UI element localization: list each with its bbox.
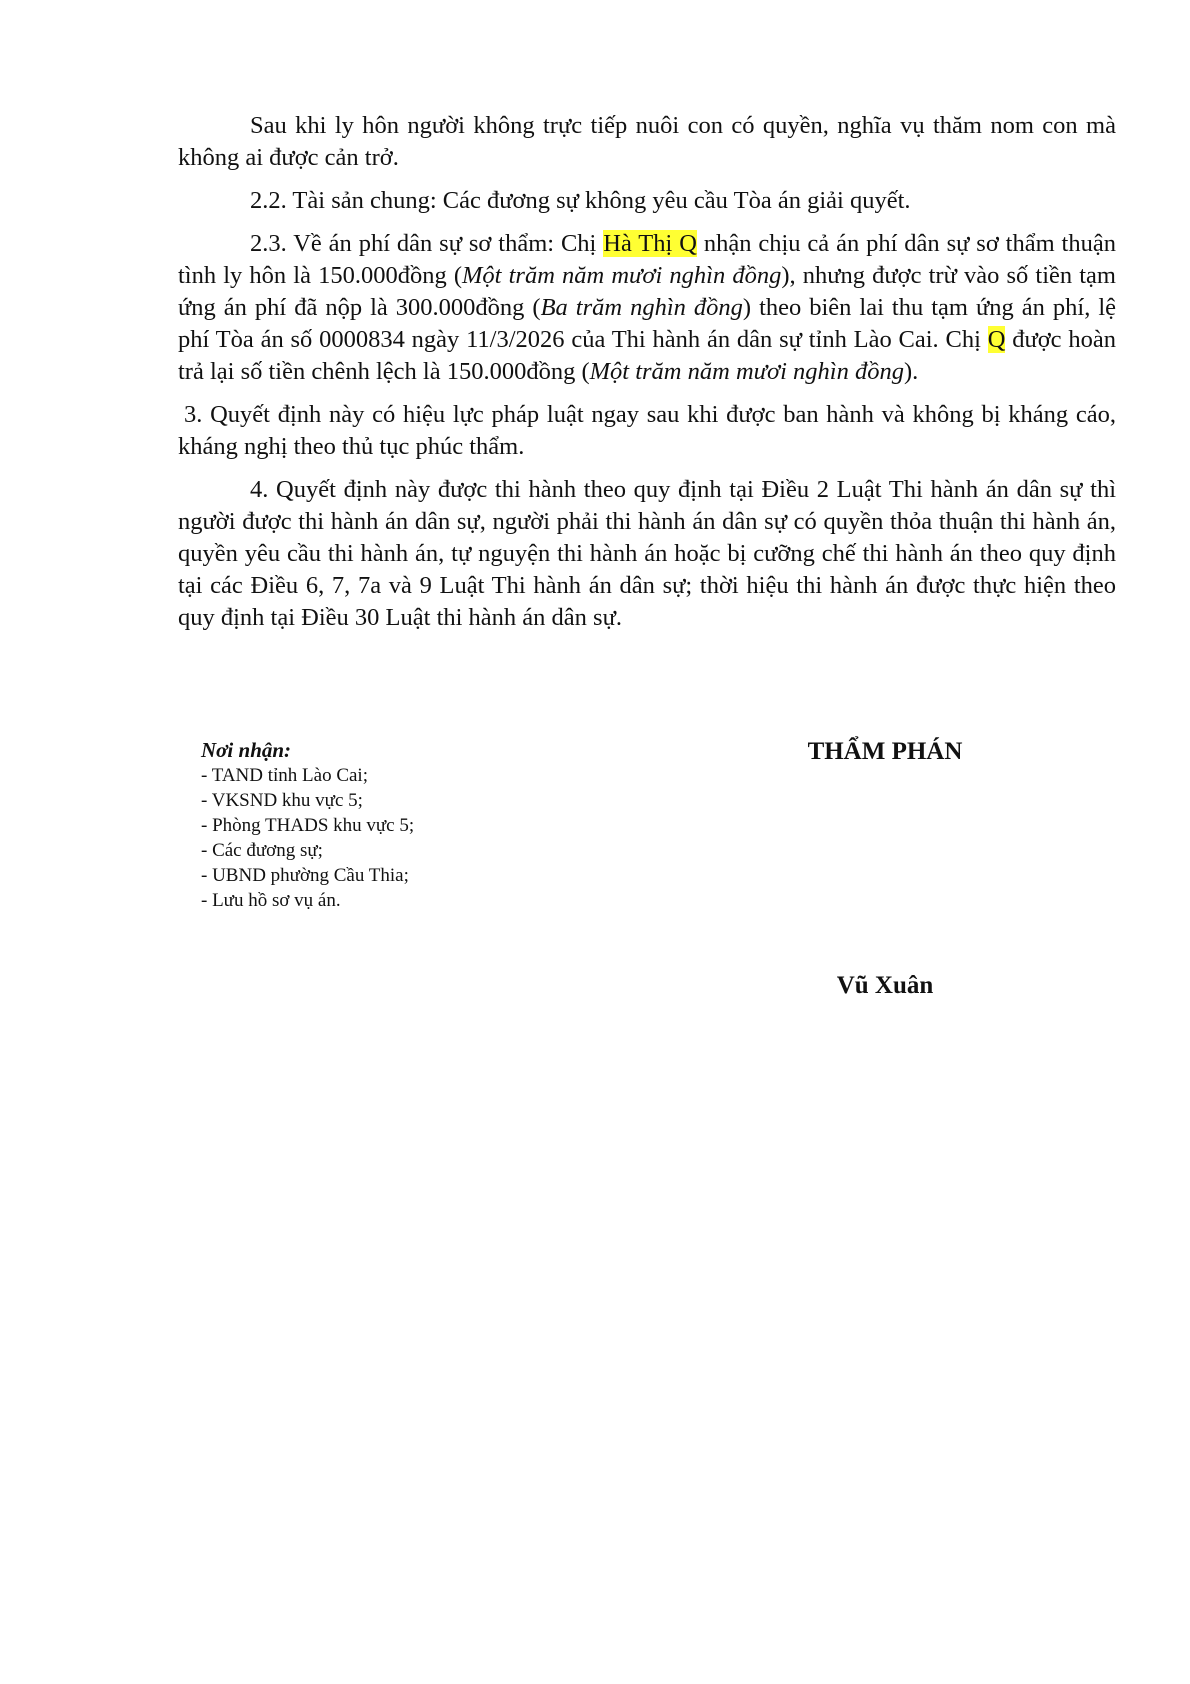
fee-text: ) theo biên lai thu tạm ứng án phí, lệ phí Tòa án số 0000834 ngày 11/3/2026 của Thi hành án dân sự tỉnh Lào Cai. Chị — [178, 294, 1116, 353]
recipient-item: - Lưu hồ sơ vụ án. — [201, 890, 341, 911]
fee-text: được hoàn trả lại số tiền chênh lệch là 150.000đồng ( — [178, 326, 1116, 385]
amount-in-words: Ba trăm nghìn đồng — [540, 294, 743, 321]
recipient-item: - VKSND khu vực 5; — [201, 790, 363, 811]
highlighted-party-initial: Q — [987, 326, 1006, 353]
fee-text: ), nhưng được trừ vào số tiền tạm ứng án phí đã nộp là 300.000đồng ( — [178, 262, 1116, 321]
recipient-item: - UBND phường Cầu Thia; — [201, 865, 409, 886]
paragraph-enforcement: 4. Quyết định này được thi hành theo quy định tại Điều 2 Luật Thi hành án dân sự thì người được thi hành án dân sự, người phải thi hành án dân sự có quyền thỏa thuận thi hành án, quyền yêu cầu thi hành án, tự nguyện thi hành án hoặc bị cưỡng chế thi hành án theo quy định tại các Điều 6, 7, 7a và 9 Luật Thi hành án dân sự; thời hiệu thi hành án được thực hiện theo quy định tại Điều 30 Luật thi hành án dân sự. — [178, 476, 1116, 631]
recipients-list — [201, 763, 531, 913]
recipients-block — [201, 738, 531, 913]
fee-text: nhận chịu cả án phí dân sự sơ thẩm thuận tình ly hôn là 150.000đồng ( — [178, 230, 1116, 289]
amount-in-words: Một trăm năm mươi nghìn đồng — [589, 358, 904, 385]
judge-name: Vũ Xuân — [836, 972, 934, 999]
paragraph-legal-effect: 3. Quyết định này có hiệu lực pháp luật ngay sau khi được ban hành và không bị kháng cáo, kháng nghị theo thủ tục phúc thẩm. — [178, 401, 1116, 460]
paragraph-court-fee — [178, 228, 1116, 388]
fee-text: ). — [903, 358, 919, 385]
recipient-item: - Các đương sự; — [201, 840, 323, 861]
recipient-item: - TAND tỉnh Lào Cai; — [201, 765, 368, 786]
fee-text: 2.3. Về án phí dân sự sơ thẩm: Chị — [250, 230, 604, 257]
paragraph-visitation: Sau khi ly hôn người không trực tiếp nuôi con có quyền, nghĩa vụ thăm nom con mà không ai được cản trở. — [178, 112, 1116, 171]
recipient-item: - Phòng THADS khu vực 5; — [201, 815, 415, 836]
judge-title: THẨM PHÁN — [807, 738, 963, 765]
paragraph-common-property: 2.2. Tài sản chung: Các đương sự không yêu cầu Tòa án giải quyết. — [250, 187, 911, 214]
highlighted-party-name: Hà Thị Q — [603, 230, 697, 257]
amount-in-words: Một trăm năm mươi nghìn đồng — [462, 262, 782, 289]
recipients-heading: Nơi nhận: — [201, 738, 292, 762]
document-body — [178, 110, 1116, 645]
